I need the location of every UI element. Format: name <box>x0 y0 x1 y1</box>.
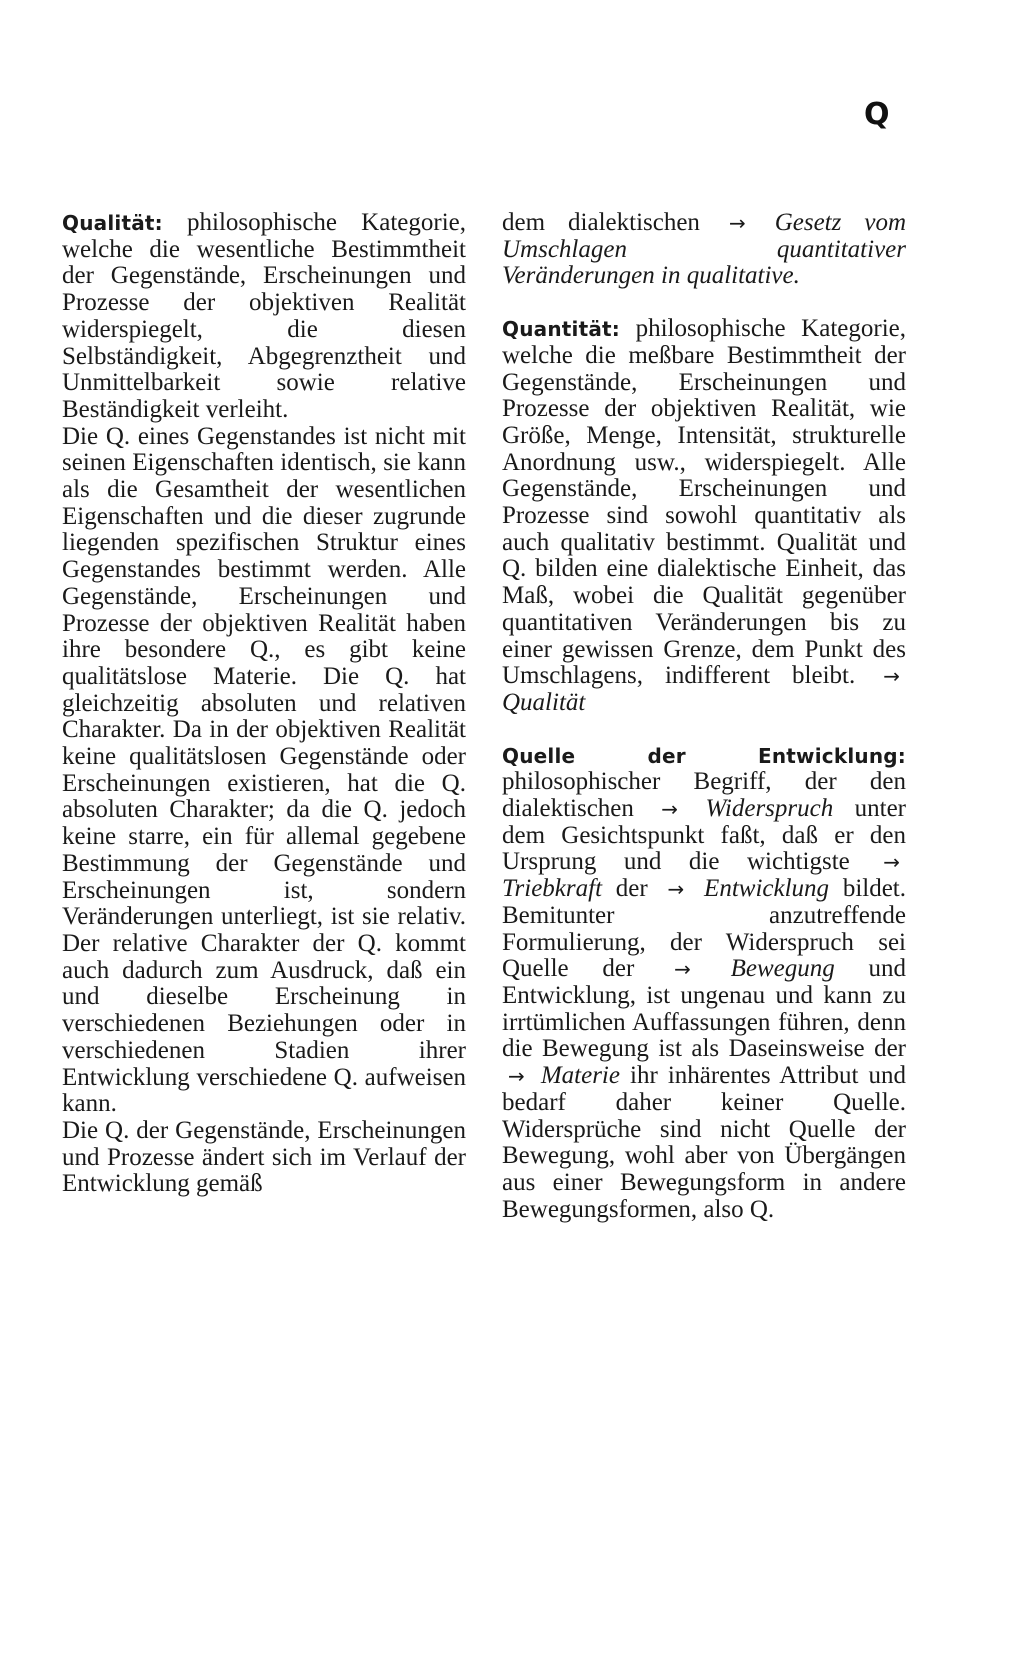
cross-reference-arrow-icon: → <box>508 1064 525 1089</box>
cross-reference-arrow-icon: → <box>728 211 746 235</box>
entry-qualitaet-paragraph-1 <box>62 210 466 424</box>
entry-qualitaet-continuation <box>502 210 906 290</box>
cross-reference-qualitaet[interactable]: Qualität <box>502 688 586 716</box>
quelle-text-6: ihr inhärentes Attribut und bedarf daher keiner Quelle. Widersprüche sind nicht Quelle der Bewegung, wohl aber von Übergängen aus einer Bewegungsform in andere Bewegungsformen, also Q. <box>502 1062 906 1223</box>
entry-term-quelle-der-entwicklung: Quelle der Entwicklung: <box>502 743 906 768</box>
cross-reference-triebkraft[interactable]: Triebkraft <box>502 875 603 903</box>
cross-reference-arrow-icon: → <box>883 850 900 875</box>
cross-reference-arrow-icon: → <box>667 877 685 902</box>
entry-term-qualitaet: Qualität: <box>62 211 163 235</box>
left-column <box>62 210 466 1198</box>
quelle-text-1: philosophischer Begriff, der den dialektischen <box>502 768 906 823</box>
cross-reference-bewegung[interactable]: Bewegung <box>730 955 835 983</box>
cross-reference-materie[interactable]: Materie <box>540 1062 620 1090</box>
continuation-text: dem dialektischen <box>502 209 700 236</box>
entry-quelle-der-entwicklung <box>502 743 906 1224</box>
entry-quantitaet <box>502 316 906 717</box>
cross-reference-gesetz[interactable]: Gesetz vom Umschlagen quantitativer Veränderungen in qualitative. <box>502 209 906 290</box>
page-section-letter: Q <box>864 97 890 132</box>
cross-reference-arrow-icon: → <box>674 957 691 982</box>
entry-qualitaet-paragraph-2: Die Q. eines Gegenstandes ist nicht mit seinen Eigenschaften identisch, sie kann als die Gesamtheit der wesentlichen Eigenschaften und die dieser zugrunde liegenden spezifischen Struktur eines Gegenstandes bestimmt werden. Alle Gegenstände, Erscheinungen und Prozesse der objektiven Realität haben ihre besondere Q., es gibt keine qualitätslose Materie. Die Q. hat gleichzeitig absoluten und relativen Charakter. Da in der objektiven Realität keine qualitätslosen Gegenstände oder Erscheinungen existieren, hat die Q. absoluten Charakter; da die Q. jedoch keine starre, ein für allemal gegebene Bestimmung der Gegenstände und Erscheinungen ist, sondern Veränderungen unterliegt, ist sie relativ. Der relative Charakter der Q. kommt auch dadurch zum Ausdruck, daß ein und dieselbe Erscheinung in verschiedenen Beziehungen oder in verschiedenen Stadien ihrer Entwicklung verschiedene Q. aufweisen kann. <box>62 422 466 1118</box>
cross-reference-widerspruch[interactable]: Widerspruch <box>705 795 834 823</box>
entry-qualitaet-definition: philosophische Kategorie, welche die wesentliche Bestimmtheit der Gegenstände, Erscheinungen und Prozesse der objektiven Realität widerspiegelt, die diesen Selbständigkeit, Abgegrenztheit und Unmittelbarkeit sowie relative Beständigkeit verleiht. <box>62 209 466 423</box>
quelle-text-4: bildet. Bemitunter anzutreffende Formulierung, der Widerspruch sei Quelle der <box>502 875 906 983</box>
entry-term-quantitaet: Quantität: <box>502 317 621 342</box>
entry-qualitaet-paragraph-3: Die Q. der Gegenstände, Erscheinungen und Prozesse ändert sich im Verlauf der Entwicklung gemäß <box>62 1116 466 1198</box>
cross-reference-arrow-icon: → <box>661 797 679 822</box>
entry-quantitaet-definition: philosophische Kategorie, welche die meßbare Bestimmtheit der Gegenstände, Erscheinungen und Prozesse der objektiven Realität, wie Größe, Menge, Intensität, strukturelle Anordnung usw., widerspiegelt. Alle Gegenstände, Erscheinungen und Prozesse sind sowohl quantitativ als auch qualitativ bestimmt. Qualität und Q. bilden eine dialektische Einheit, das Maß, wobei die Qualität gegenüber quantitativen Veränderungen bis zu einer gewissen Grenze, dem Punkt des Umschlagens, indifferent bleibt. <box>502 315 906 690</box>
quelle-text-5: und Entwicklung, ist ungenau und kann zu irrtümlichen Auffassungen führen, denn die Bewegung ist als Daseinsweise der <box>502 955 907 1063</box>
quelle-text-3: der <box>615 875 648 903</box>
cross-reference-entwicklung[interactable]: Entwicklung <box>704 875 830 903</box>
cross-reference-arrow-icon: → <box>883 664 900 689</box>
right-column <box>502 210 906 1223</box>
quelle-text-2: unter dem Gesichtspunkt faßt, daß er den Ursprung und die wichtigste <box>502 795 906 876</box>
